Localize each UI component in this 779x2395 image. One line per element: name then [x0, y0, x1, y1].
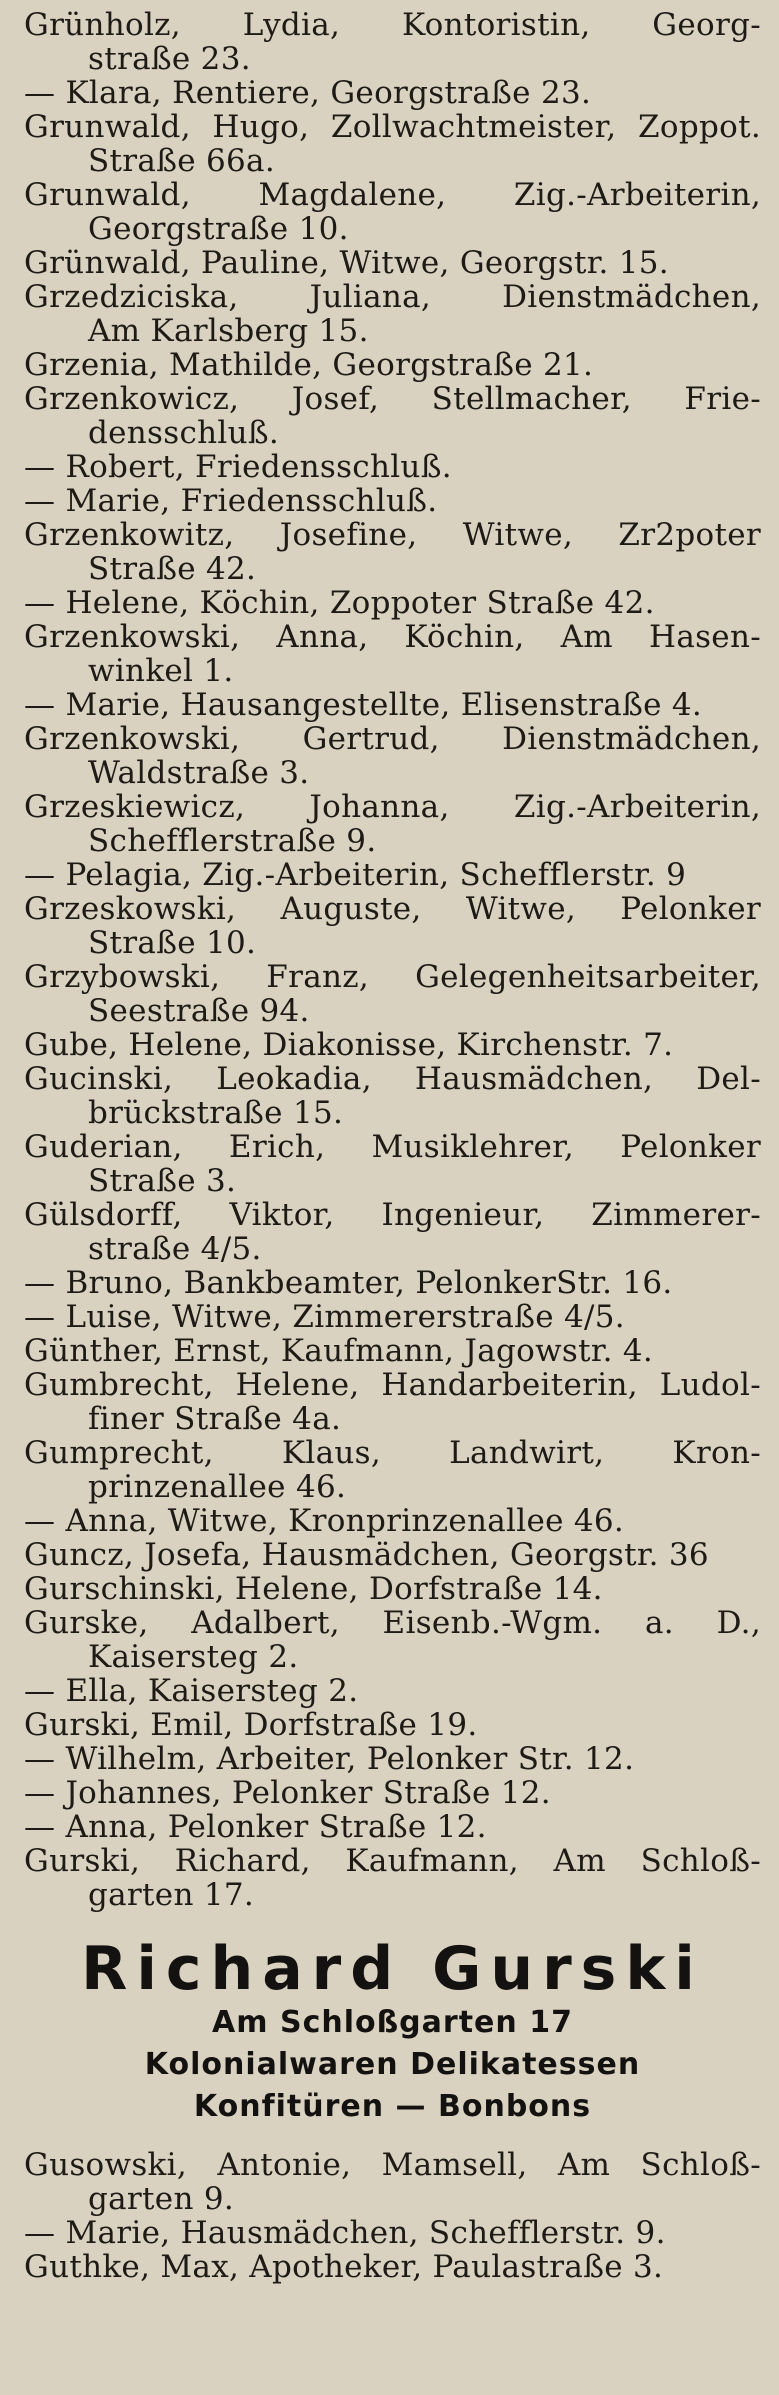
entry-line: Gube, Helene, Diakonisse, Kirchenstr. 7.	[24, 1028, 674, 1062]
directory-entry	[24, 688, 761, 722]
ad-goods-line-2: Konfitüren — Bonbons	[193, 2089, 592, 2124]
entry-continuation-line: Straße 66a.	[88, 143, 275, 178]
directory-entry	[24, 1538, 761, 1572]
entry-line: — Marie, Friedensschluß.	[24, 484, 438, 518]
directory-entry	[24, 1368, 761, 1436]
entry-line: Grzenkowski, Gertrud, Dienstmädchen,	[24, 722, 761, 757]
entry-line: Gurski, Richard, Kaufmann, Am Schloß-	[24, 1844, 761, 1879]
directory-entry	[24, 110, 761, 178]
ad-business-name: Richard Gurski	[81, 1934, 704, 2004]
entry-continuation-line: Straße 42.	[88, 551, 257, 586]
entry-line: Grunwald, Magdalene, Zig.-Arbeiterin,	[24, 178, 761, 213]
entry-line: Gurschinski, Helene, Dorfstraße 14.	[24, 1572, 603, 1606]
entry-line: — Marie, Hausmädchen, Schefflerstr. 9.	[24, 2216, 666, 2250]
directory-entry	[24, 1198, 761, 1266]
directory-entry	[24, 2250, 761, 2284]
entry-continuation-line: Am Karlsberg 15.	[88, 313, 369, 348]
entry-line: — Marie, Hausangestellte, Elisenstraße 4.	[24, 688, 703, 722]
entry-continuation-line: garten 17.	[88, 1877, 255, 1912]
directory-entry	[24, 1810, 761, 1844]
entry-line: Gurske, Adalbert, Eisenb.-Wgm. a. D.,	[24, 1606, 761, 1641]
directory-entry	[24, 1708, 761, 1742]
directory-entry	[24, 1504, 761, 1538]
entry-continuation-line: straße 23.	[88, 41, 251, 76]
entry-continuation-line: garten 9.	[88, 2181, 235, 2216]
entry-line: — Bruno, Bankbeamter, PelonkerStr. 16.	[24, 1266, 673, 1300]
entry-continuation-line: Kaisersteg 2.	[88, 1639, 299, 1674]
directory-entry	[24, 76, 761, 110]
directory-entry	[24, 892, 761, 960]
directory-entry	[24, 1334, 761, 1368]
entry-continuation-line: Straße 3.	[88, 1163, 237, 1198]
entry-line: — Klara, Rentiere, Georgstraße 23.	[24, 76, 592, 110]
entry-line: Gucinski, Leokadia, Hausmädchen, Del-	[24, 1062, 761, 1097]
entry-line: Gumbrecht, Helene, Handarbeiterin, Ludol-	[24, 1368, 761, 1403]
entry-continuation-line: Georgstraße 10.	[88, 211, 349, 246]
directory-entry	[24, 518, 761, 586]
directory-entry	[24, 8, 761, 76]
entry-line: Grzeskowski, Auguste, Witwe, Pelonker	[24, 892, 761, 927]
entry-continuation-line: densschluß.	[88, 415, 280, 450]
directory-entry	[24, 1572, 761, 1606]
directory-entry	[24, 348, 761, 382]
entry-list	[24, 8, 761, 1912]
entry-line: — Helene, Köchin, Zoppoter Straße 42.	[24, 586, 655, 620]
entry-continuation-line: Straße 10.	[88, 925, 257, 960]
entry-line: Grunwald, Hugo, Zollwachtmeister, Zoppot.	[24, 110, 761, 145]
directory-entry	[24, 1266, 761, 1300]
entry-line: — Robert, Friedensschluß.	[24, 450, 452, 484]
entry-continuation-line: winkel 1.	[88, 653, 234, 688]
entry-line: — Pelagia, Zig.-Arbeiterin, Schefflerstr. 9	[24, 858, 687, 892]
entry-line: — Ella, Kaisersteg 2.	[24, 1674, 359, 1708]
directory-entry	[24, 790, 761, 858]
entry-continuation-line: brückstraße 15.	[88, 1095, 344, 1130]
entry-line: Gusowski, Antonie, Mamsell, Am Schloß-	[24, 2148, 761, 2183]
ad-address: Am Schloßgarten 17	[212, 2005, 573, 2040]
directory-entry	[24, 960, 761, 1028]
ad-goods-line-1: Kolonialwaren Delikatessen	[144, 2047, 641, 2082]
directory-entry	[24, 1300, 761, 1334]
entry-line: Grzenia, Mathilde, Georgstraße 21.	[24, 348, 594, 382]
entry-line: Gurski, Emil, Dorfstraße 19.	[24, 1708, 478, 1742]
directory-entry	[24, 1436, 761, 1504]
entry-line: Grzenkowitz, Josefine, Witwe, Zr2poter	[24, 518, 761, 553]
directory-entry	[24, 1028, 761, 1062]
directory-entry	[24, 586, 761, 620]
entry-line: Guncz, Josefa, Hausmädchen, Georgstr. 36	[24, 1538, 709, 1572]
entry-line: Guderian, Erich, Musiklehrer, Pelonker	[24, 1130, 761, 1165]
directory-entry	[24, 1674, 761, 1708]
directory-entry	[24, 382, 761, 450]
directory-entry	[24, 1844, 761, 1912]
entry-line: Grzenkowicz, Josef, Stellmacher, Frie-	[24, 382, 761, 417]
entry-line: Guthke, Max, Apotheker, Paulastraße 3.	[24, 2250, 664, 2284]
entry-line: Grünholz, Lydia, Kontoristin, Georg-	[24, 8, 761, 43]
entry-line: Grzedziciska, Juliana, Dienstmädchen,	[24, 280, 761, 315]
entry-list	[24, 2148, 761, 2284]
directory-entry	[24, 2148, 761, 2216]
entry-line: — Johannes, Pelonker Straße 12.	[24, 1776, 551, 1810]
directory-entry	[24, 858, 761, 892]
entry-continuation-line: finer Straße 4a.	[88, 1401, 342, 1436]
entry-line: Grünwald, Pauline, Witwe, Georgstr. 15.	[24, 246, 669, 280]
directory-entry	[24, 1130, 761, 1198]
entry-continuation-line: straße 4/5.	[88, 1231, 262, 1266]
directory-entry	[24, 722, 761, 790]
entry-line: Gülsdorff, Viktor, Ingenieur, Zimmerer-	[24, 1198, 761, 1233]
entry-line: Günther, Ernst, Kaufmann, Jagowstr. 4.	[24, 1334, 654, 1368]
directory-entry	[24, 1062, 761, 1130]
entry-line: Grzybowski, Franz, Gelegenheitsarbeiter,	[24, 960, 761, 995]
directory-entry	[24, 1606, 761, 1674]
entry-continuation-line: Waldstraße 3.	[88, 755, 310, 790]
directory-entry	[24, 1742, 761, 1776]
directory-entry	[24, 2216, 761, 2250]
entry-line: — Wilhelm, Arbeiter, Pelonker Str. 12.	[24, 1742, 635, 1776]
directory-entry	[24, 484, 761, 518]
entry-line: Grzenkowski, Anna, Köchin, Am Hasen-	[24, 620, 761, 655]
entry-line: — Luise, Witwe, Zimmererstraße 4/5.	[24, 1300, 625, 1334]
entry-line: — Anna, Pelonker Straße 12.	[24, 1810, 487, 1844]
entry-continuation-line: Schefflerstraße 9.	[88, 823, 377, 858]
entry-line: Gumprecht, Klaus, Landwirt, Kron-	[24, 1436, 761, 1471]
directory-entry	[24, 450, 761, 484]
directory-entry	[24, 246, 761, 280]
directory-entry	[24, 1776, 761, 1810]
entry-line: Grzeskiewicz, Johanna, Zig.-Arbeiterin,	[24, 790, 761, 825]
entry-continuation-line: Seestraße 94.	[88, 993, 310, 1028]
directory-entry	[24, 280, 761, 348]
entry-line: — Anna, Witwe, Kronprinzenallee 46.	[24, 1504, 625, 1538]
directory-entry	[24, 178, 761, 246]
entry-continuation-line: prinzenallee 46.	[88, 1469, 347, 1504]
advertisement	[24, 1936, 761, 2128]
directory-entry	[24, 620, 761, 688]
